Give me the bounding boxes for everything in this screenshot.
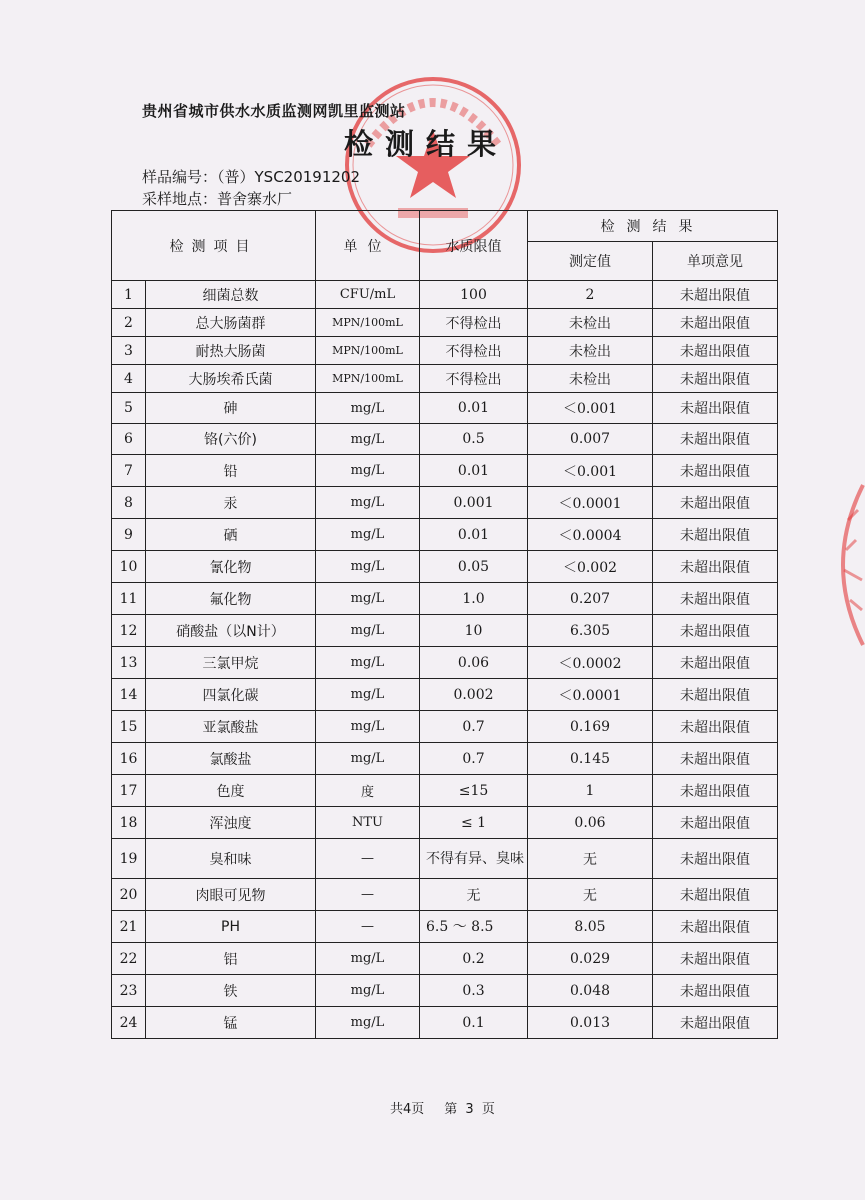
limit-value: 0.7 — [420, 711, 528, 743]
limit-value: 0.1 — [420, 1007, 528, 1039]
verdict-value: 未超出限值 — [653, 519, 778, 551]
item-name: 耐热大肠菌 — [146, 337, 316, 365]
verdict-value: 未超出限值 — [653, 911, 778, 943]
item-name: 氰化物 — [146, 551, 316, 583]
header-item: 检测项目 — [112, 211, 316, 281]
row-number: 17 — [112, 775, 146, 807]
item-name: 四氯化碳 — [146, 679, 316, 711]
verdict-value: 未超出限值 — [653, 711, 778, 743]
limit-value: 6.5 ～ 8.5 — [420, 911, 528, 943]
item-name: 色度 — [146, 775, 316, 807]
item-name: 铅 — [146, 455, 316, 487]
partial-seal-icon — [818, 480, 865, 650]
unit-value: mg/L — [316, 424, 420, 455]
verdict-value: 未超出限值 — [653, 424, 778, 455]
table-row — [112, 583, 778, 615]
item-name: 大肠埃希氏菌 — [146, 365, 316, 393]
unit-value: MPN/100mL — [316, 337, 420, 365]
unit-value: — — [316, 879, 420, 911]
sampling-site-label: 采样地点： — [142, 190, 218, 208]
unit-value: CFU/mL — [316, 281, 420, 309]
measured-value: ＜0.0001 — [528, 679, 653, 711]
row-number: 23 — [112, 975, 146, 1007]
limit-value: 0.06 — [420, 647, 528, 679]
unit-value: 度 — [316, 775, 420, 807]
verdict-value: 未超出限值 — [653, 775, 778, 807]
row-number: 16 — [112, 743, 146, 775]
measured-value: 0.013 — [528, 1007, 653, 1039]
verdict-value: 未超出限值 — [653, 879, 778, 911]
item-name: 细菌总数 — [146, 281, 316, 309]
verdict-value: 未超出限值 — [653, 551, 778, 583]
unit-value: mg/L — [316, 615, 420, 647]
header-unit: 单位 — [316, 211, 420, 281]
measured-value: 0.06 — [528, 807, 653, 839]
table-row — [112, 487, 778, 519]
unit-value: mg/L — [316, 943, 420, 975]
limit-value: 不得检出 — [420, 365, 528, 393]
sample-number-label: 样品编号： — [142, 168, 218, 186]
limit-value: 0.01 — [420, 519, 528, 551]
measured-value: ＜0.0002 — [528, 647, 653, 679]
page-footer — [390, 1098, 515, 1117]
measured-value: ＜0.0001 — [528, 487, 653, 519]
limit-value: ≤15 — [420, 775, 528, 807]
header-result: 检测结果 — [528, 211, 778, 242]
row-number: 12 — [112, 615, 146, 647]
limit-value: 不得检出 — [420, 337, 528, 365]
verdict-value: 未超出限值 — [653, 975, 778, 1007]
row-number: 22 — [112, 943, 146, 975]
unit-value: mg/L — [316, 975, 420, 1007]
table-row — [112, 679, 778, 711]
measured-value: 0.029 — [528, 943, 653, 975]
unit-value: mg/L — [316, 647, 420, 679]
header-measured: 测定值 — [528, 242, 653, 281]
table-row — [112, 519, 778, 551]
footer-page-number: 第 3 页 — [444, 1102, 495, 1117]
measured-value: 0.145 — [528, 743, 653, 775]
item-name: 总大肠菌群 — [146, 309, 316, 337]
row-number: 3 — [112, 337, 146, 365]
unit-value: mg/L — [316, 743, 420, 775]
table-row — [112, 775, 778, 807]
unit-value: MPN/100mL — [316, 365, 420, 393]
table-row — [112, 911, 778, 943]
row-number: 4 — [112, 365, 146, 393]
table-row — [112, 943, 778, 975]
row-number: 18 — [112, 807, 146, 839]
table-row — [112, 615, 778, 647]
limit-value: 0.7 — [420, 743, 528, 775]
unit-value: mg/L — [316, 679, 420, 711]
unit-value: mg/L — [316, 487, 420, 519]
limit-value: 0.001 — [420, 487, 528, 519]
measured-value: 无 — [528, 879, 653, 911]
verdict-value: 未超出限值 — [653, 487, 778, 519]
measured-value: 未检出 — [528, 365, 653, 393]
item-name: 臭和味 — [146, 839, 316, 879]
verdict-value: 未超出限值 — [653, 393, 778, 424]
measured-value: 8.05 — [528, 911, 653, 943]
table-row — [112, 647, 778, 679]
verdict-value: 未超出限值 — [653, 365, 778, 393]
organization-name: 贵州省城市供水水质监测网凯里监测站 — [142, 102, 406, 120]
limit-value: 1.0 — [420, 583, 528, 615]
measured-value: ＜0.001 — [528, 393, 653, 424]
verdict-value: 未超出限值 — [653, 839, 778, 879]
measured-value: 无 — [528, 839, 653, 879]
item-name: 浑浊度 — [146, 807, 316, 839]
item-name: 氟化物 — [146, 583, 316, 615]
item-name: 砷 — [146, 393, 316, 424]
table-row — [112, 743, 778, 775]
limit-value: 0.3 — [420, 975, 528, 1007]
item-name: PH — [146, 911, 316, 943]
row-number: 20 — [112, 879, 146, 911]
table-row — [112, 711, 778, 743]
table-row — [112, 281, 778, 309]
limit-value: 0.5 — [420, 424, 528, 455]
verdict-value: 未超出限值 — [653, 337, 778, 365]
sampling-site-value: 普舍寨水厂 — [217, 190, 293, 208]
verdict-value: 未超出限值 — [653, 309, 778, 337]
row-number: 1 — [112, 281, 146, 309]
verdict-value: 未超出限值 — [653, 943, 778, 975]
report-title: 检测结果 — [344, 127, 509, 161]
table-row — [112, 879, 778, 911]
row-number: 21 — [112, 911, 146, 943]
measured-value: 0.048 — [528, 975, 653, 1007]
item-name: 肉眼可见物 — [146, 879, 316, 911]
table-row — [112, 393, 778, 424]
table-row — [112, 839, 778, 879]
sampling-site — [142, 188, 292, 209]
verdict-value: 未超出限值 — [653, 807, 778, 839]
limit-value: 10 — [420, 615, 528, 647]
verdict-value: 未超出限值 — [653, 615, 778, 647]
limit-value: 0.05 — [420, 551, 528, 583]
row-number: 2 — [112, 309, 146, 337]
table-row — [112, 1007, 778, 1039]
limit-value: 100 — [420, 281, 528, 309]
measured-value: ＜0.0004 — [528, 519, 653, 551]
unit-value: mg/L — [316, 455, 420, 487]
row-number: 5 — [112, 393, 146, 424]
table-row — [112, 424, 778, 455]
table-row — [112, 337, 778, 365]
verdict-value: 未超出限值 — [653, 281, 778, 309]
unit-value: mg/L — [316, 1007, 420, 1039]
unit-value: — — [316, 839, 420, 879]
limit-value: ≤ 1 — [420, 807, 528, 839]
row-number: 14 — [112, 679, 146, 711]
limit-value: 无 — [420, 879, 528, 911]
unit-value: mg/L — [316, 393, 420, 424]
unit-value: — — [316, 911, 420, 943]
measured-value: 0.007 — [528, 424, 653, 455]
row-number: 9 — [112, 519, 146, 551]
unit-value: mg/L — [316, 551, 420, 583]
measured-value: 未检出 — [528, 309, 653, 337]
limit-value: 0.01 — [420, 455, 528, 487]
measured-value: 0.169 — [528, 711, 653, 743]
verdict-value: 未超出限值 — [653, 1007, 778, 1039]
row-number: 11 — [112, 583, 146, 615]
table-row — [112, 365, 778, 393]
header-verdict: 单项意见 — [653, 242, 778, 281]
unit-value: mg/L — [316, 711, 420, 743]
table-row — [112, 309, 778, 337]
item-name: 铝 — [146, 943, 316, 975]
row-number: 19 — [112, 839, 146, 879]
item-name: 铬(六价) — [146, 424, 316, 455]
results-table — [111, 210, 778, 1039]
table-row — [112, 975, 778, 1007]
row-number: 10 — [112, 551, 146, 583]
measured-value: 未检出 — [528, 337, 653, 365]
item-name: 铁 — [146, 975, 316, 1007]
table-row — [112, 807, 778, 839]
table-row — [112, 455, 778, 487]
verdict-value: 未超出限值 — [653, 679, 778, 711]
item-name: 汞 — [146, 487, 316, 519]
row-number: 7 — [112, 455, 146, 487]
limit-value: 0.002 — [420, 679, 528, 711]
item-name: 氯酸盐 — [146, 743, 316, 775]
measured-value: 1 — [528, 775, 653, 807]
limit-value: 0.2 — [420, 943, 528, 975]
limit-value: 0.01 — [420, 393, 528, 424]
item-name: 三氯甲烷 — [146, 647, 316, 679]
table-row — [112, 551, 778, 583]
footer-total-pages: 共4页 — [390, 1102, 425, 1117]
verdict-value: 未超出限值 — [653, 455, 778, 487]
unit-value: mg/L — [316, 519, 420, 551]
limit-value: 不得有异、臭味 — [420, 839, 528, 879]
item-name: 硒 — [146, 519, 316, 551]
sample-number-value: （普）YSC20191202 — [217, 168, 361, 186]
sample-number — [142, 166, 360, 187]
item-name: 亚氯酸盐 — [146, 711, 316, 743]
measured-value: 0.207 — [528, 583, 653, 615]
measured-value: ＜0.002 — [528, 551, 653, 583]
verdict-value: 未超出限值 — [653, 743, 778, 775]
verdict-value: 未超出限值 — [653, 647, 778, 679]
header-limit: 水质限值 — [420, 211, 528, 281]
row-number: 24 — [112, 1007, 146, 1039]
limit-value: 不得检出 — [420, 309, 528, 337]
measured-value: 6.305 — [528, 615, 653, 647]
row-number: 8 — [112, 487, 146, 519]
verdict-value: 未超出限值 — [653, 583, 778, 615]
row-number: 15 — [112, 711, 146, 743]
unit-value: mg/L — [316, 583, 420, 615]
row-number: 6 — [112, 424, 146, 455]
unit-value: NTU — [316, 807, 420, 839]
measured-value: 2 — [528, 281, 653, 309]
measured-value: ＜0.001 — [528, 455, 653, 487]
row-number: 13 — [112, 647, 146, 679]
unit-value: MPN/100mL — [316, 309, 420, 337]
item-name: 硝酸盐（以N计） — [146, 615, 316, 647]
item-name: 锰 — [146, 1007, 316, 1039]
